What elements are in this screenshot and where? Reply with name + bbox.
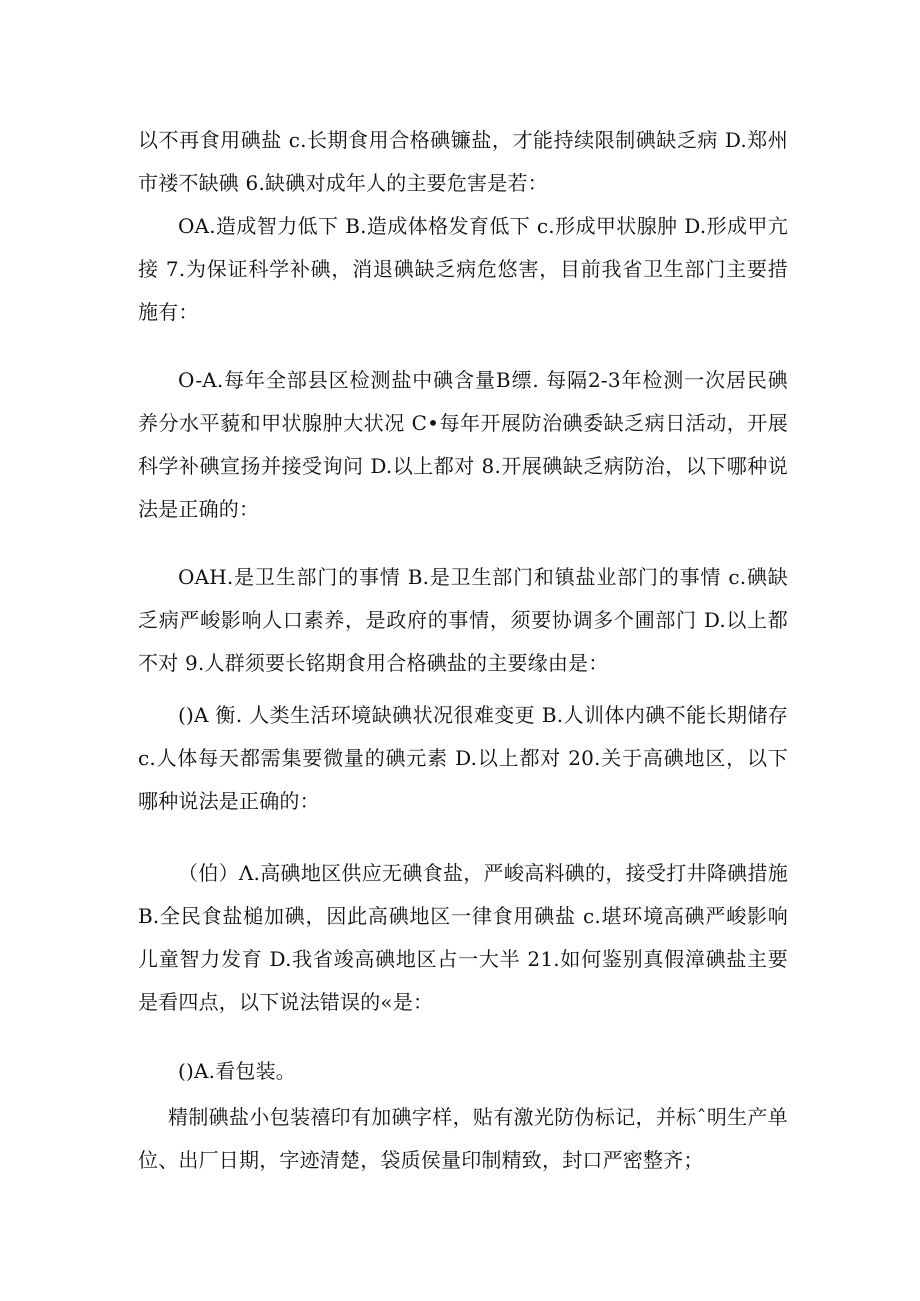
paragraph-4: OAH.是卫生部门的事情 B.是卫生部门和镇盐业部门的事情 c.碘缺乏病严峻影响人口素养，是政府的事情，须要协调多个圃部门 D.以上都不对 9.人群须要长铭期食用合格碘盐的主要缘由是：	[138, 565, 788, 675]
paragraph-6: （伯）Λ.高碘地区供应无碘食盐，严峻高料碘的，接受打井降碘措施 B.全民食盐槌加碘，因此高碘地区一律食用碘盐 c.堪环境高碘严峻影响儿童智力发育 D.我省竣高碘地区占一大半 21.如何鉴别真假漳碘盐主要是看四点，以下说法错误的«是：	[138, 861, 788, 1014]
paragraph-3: O-A.每年全部县区检测盐中碘含量B缥. 每隔2-3年检测一次居民碘养分水平藐和甲状腺肿大状况 C•每年开展防治碘委缺乏病日活动，开展科学补碘宣扬并接受询问 D.以上都对 8.开展碘缺乏病防治，以下哪种说法是正确的：	[138, 368, 788, 521]
paragraph-1: 以不再食用碘盐 c.长期食用合格碘镰盐，才能持续限制碘缺乏病 D.郑州市褛不缺碘 6.缺碘对成年人的主要危害是若：	[138, 128, 788, 195]
paragraph-5: ()A 衡. 人类生活环境缺碘状况很难变更 B.人训体内碘不能长期储存 c.人体每天都需集要微量的碘元素 D.以上都对 20.关于高碘地区，以下哪种说法是正确的：	[138, 703, 788, 813]
paragraph-8: 精制碘盐小包装禧印有加碘字样，贴有激光防伪标记，并标ˆ明生产单位、出厂日期，字迹清楚，袋质侯量印制精致，封口严密整齐；	[138, 1105, 788, 1172]
paragraph-7: ()A.看包装。	[178, 1059, 297, 1083]
paragraph-2: OA.造成智力低下 B.造成体格发育低下 c.形成甲状腺肿 D.形成甲亢接 7.为保证科学补碘，消退碘缺乏病危悠害，目前我省卫生部门主要措施有：	[138, 214, 788, 324]
